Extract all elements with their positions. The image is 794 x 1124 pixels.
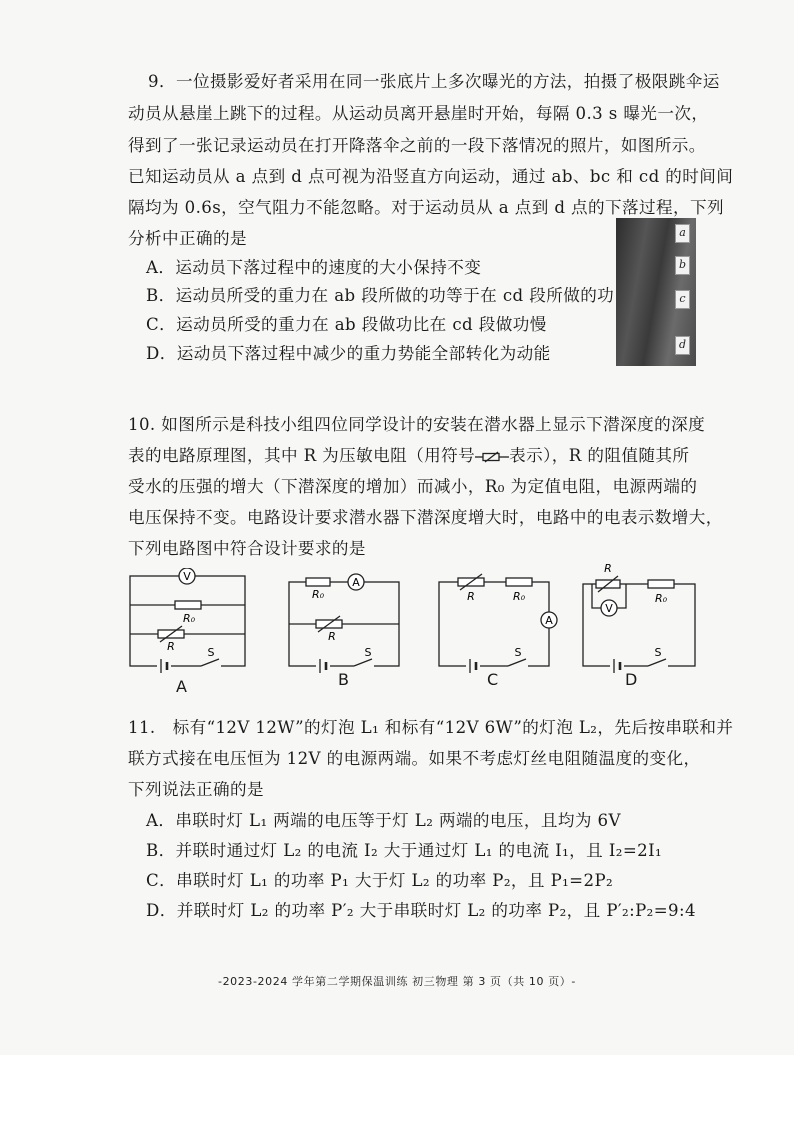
- q9-option-d: D．运动员下落过程中减少的重力势能全部转化为动能: [146, 344, 551, 363]
- q11-option-a: A．串联时灯 L₁ 两端的电压等于灯 L₂ 两端的电压，且均为 6V: [146, 811, 621, 830]
- circuit-b-diagram: [284, 568, 404, 674]
- q10-line: 受水的压强的增大（下潜深度的增加）而减小，R₀ 为定值电阻，电源两端的: [128, 477, 698, 496]
- q11-line: 联方式接在电压恒为 12V 的电源两端。如果不考虑灯丝电阻随温度的变化，: [128, 749, 701, 768]
- svg-text:S: S: [654, 646, 662, 659]
- photo-label-d: d: [675, 336, 690, 355]
- q9-line: 分析中正确的是: [128, 229, 247, 248]
- circuit-d-label: D: [625, 670, 638, 689]
- photo-label-c: c: [675, 290, 690, 309]
- photo-label-a: a: [675, 224, 690, 243]
- q11-line: 11. 标有“12V 12W”的灯泡 L₁ 和标有“12V 6W”的灯泡 L₂，先后按串联和并: [128, 718, 734, 737]
- q11-line: 下列说法正确的是: [128, 780, 264, 799]
- q10-line: [128, 442, 689, 466]
- q9-option-b: B．运动员所受的重力在 ab 段所做的功等于在 cd 段所做的功: [146, 286, 615, 305]
- q9-line: 得到了一张记录运动员在打开降落伞之前的一段下落情况的照片，如图所示。: [128, 136, 706, 155]
- q10-line-part: 表的电路原理图，其中 R 为压敏电阻（用符号: [128, 446, 476, 465]
- q9-line: 9．一位摄影爱好者采用在同一张底片上多次曝光的方法，拍摄了极限跳伞运: [148, 72, 720, 91]
- page-footer: -2023-2024 学年第二学期保温训练 初三物理 第 3 页（共 10 页）-: [218, 975, 576, 988]
- skydiver-photo: [616, 218, 696, 366]
- svg-text:R: R: [604, 562, 612, 575]
- q11-option-c: C．串联时灯 L₁ 的功率 P₁ 大于灯 L₂ 的功率 P₂，且 P₁=2P₂: [146, 871, 614, 890]
- svg-text:R₀: R₀: [182, 612, 196, 625]
- svg-text:V: V: [183, 570, 191, 583]
- circuit-b-label: B: [338, 670, 349, 689]
- circuit-c-label: C: [487, 670, 499, 689]
- svg-text:R₀: R₀: [311, 588, 325, 601]
- svg-text:A: A: [545, 614, 553, 627]
- q9-option-a: A．运动员下落过程中的速度的大小保持不变: [146, 258, 482, 277]
- q9-line: 动员从悬崖上跳下的过程。从运动员离开悬崖时开始，每隔 0.3 s 曝光一次，: [128, 104, 709, 123]
- circuit-c-diagram: [434, 568, 559, 674]
- q11-option-d: D．并联时灯 L₂ 的功率 P′₂ 大于串联时灯 L₂ 的功率 P₂，且 P′₂:P₂=9:4: [146, 901, 696, 920]
- svg-text:R: R: [328, 630, 336, 643]
- circuit-d-diagram: [578, 560, 703, 674]
- variable-resistor-symbol-icon: [475, 451, 509, 463]
- q10-line: 电压保持不变。电路设计要求潜水器下潜深度增大时，电路中的电表示数增大，: [128, 508, 723, 527]
- svg-text:R: R: [467, 590, 475, 603]
- svg-text:R₀: R₀: [654, 592, 668, 605]
- circuit-a-diagram: [125, 568, 250, 674]
- photo-label-b: b: [675, 256, 690, 275]
- q10-line: 下列电路图中符合设计要求的是: [128, 539, 366, 558]
- svg-text:S: S: [364, 646, 372, 659]
- svg-text:R₀: R₀: [512, 590, 526, 603]
- svg-text:A: A: [352, 576, 360, 589]
- circuit-a-label: A: [176, 677, 187, 696]
- svg-text:V: V: [605, 602, 613, 615]
- svg-text:S: S: [514, 646, 522, 659]
- q9-line: 已知运动员从 a 点到 d 点可视为沿竖直方向运动，通过 ab、bc 和 cd 的时间间: [128, 167, 734, 186]
- svg-text:R: R: [167, 640, 175, 653]
- q10-line-part: 表示），R 的阻值随其所: [509, 446, 690, 465]
- q10-line: 10. 如图所示是科技小组四位同学设计的安装在潜水器上显示下潜深度的深度: [128, 415, 706, 434]
- q9-line: 隔均为 0.6s，空气阻力不能忽略。对于运动员从 a 点到 d 点的下落过程，下列: [128, 198, 725, 217]
- svg-text:S: S: [207, 646, 215, 659]
- q9-option-c: C．运动员所受的重力在 ab 段做功比在 cd 段做功慢: [146, 315, 547, 334]
- q11-option-b: B．并联时通过灯 L₂ 的电流 I₂ 大于通过灯 L₁ 的电流 I₁，且 I₂=2I₁: [146, 841, 663, 860]
